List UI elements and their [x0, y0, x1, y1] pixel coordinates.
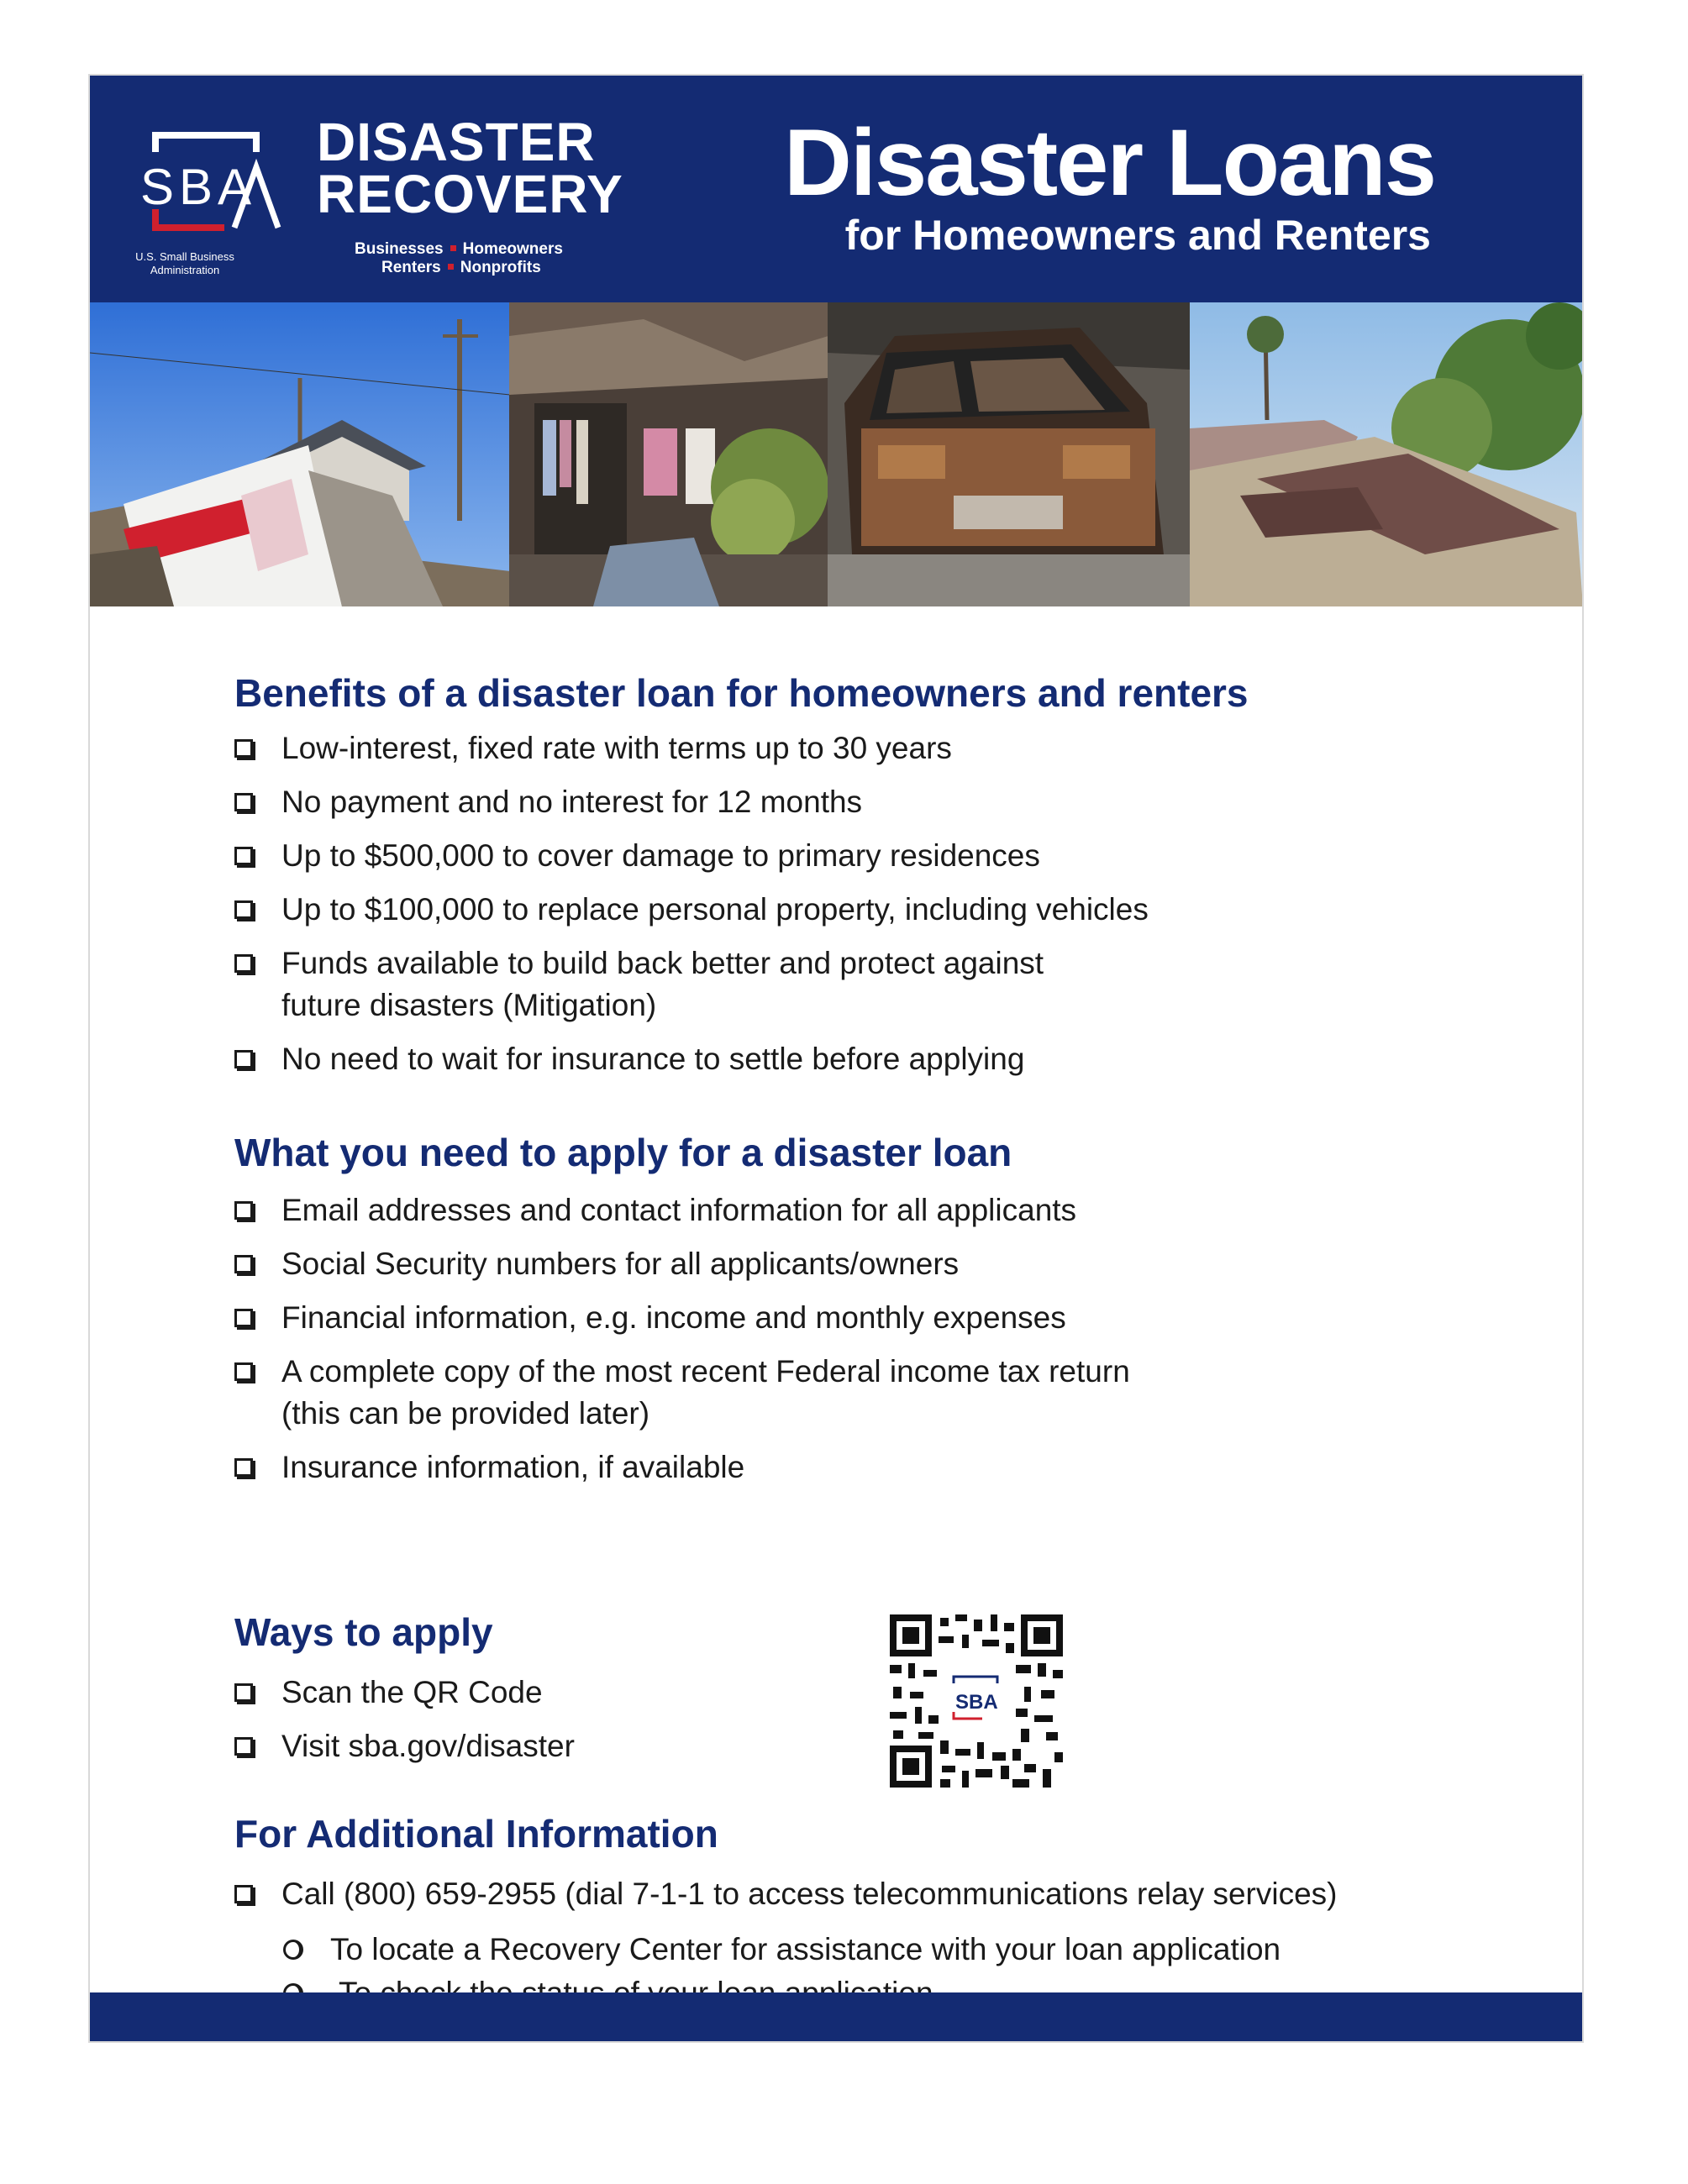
checkbox-icon — [234, 793, 253, 811]
audience-renters: Renters — [381, 259, 441, 276]
checkbox-icon — [234, 739, 253, 758]
checkbox-icon — [234, 1309, 253, 1327]
list-item-text: A complete copy of the most recent Federal income tax return — [281, 1354, 1130, 1389]
list-item-text: No need to wait for insurance to settle before applying — [281, 1042, 1025, 1076]
qr-center-logo-text: SBA — [955, 1691, 998, 1714]
page-subtitle: for Homeowners and Renters — [844, 212, 1431, 259]
destroyed-closet-interior-photo — [509, 302, 828, 606]
audience-businesses: Businesses — [355, 240, 444, 258]
list-item-text: Scan the QR Code — [281, 1675, 543, 1709]
list-item-text: Financial information, e.g. income and monthly expenses — [281, 1300, 1066, 1335]
list-item-text: Visit sba.gov/disaster — [281, 1729, 575, 1763]
footer-bar — [90, 1992, 1582, 2041]
list-item-text: No payment and no interest for 12 months — [281, 785, 863, 819]
circle-bullet-icon — [283, 1940, 303, 1960]
list-item-text: Low-interest, fixed rate with terms up to 30 years — [281, 731, 952, 765]
qr-code[interactable] — [890, 1614, 1063, 1788]
checkbox-icon — [234, 1458, 253, 1477]
audience-list — [355, 240, 563, 277]
list-item-text: Funds available to build back better and protect against — [281, 946, 1044, 980]
additional-info-heading: For Additional Information — [234, 1812, 718, 1856]
sba-logo — [134, 122, 293, 256]
sba-logo-mark — [134, 122, 293, 256]
list-item-text-continued: (this can be provided later) — [281, 1396, 650, 1431]
sub-list-item-text: To locate a Recovery Center for assistance with your loan application — [330, 1932, 1281, 1966]
list-item-text: Up to $500,000 to cover damage to primary residences — [281, 838, 1040, 873]
requirements-heading: What you need to apply for a disaster loan — [234, 1131, 1012, 1174]
burned-car-photo — [828, 302, 1190, 606]
list-item-text: Email addresses and contact information for all applicants — [281, 1193, 1077, 1227]
storm-damaged-house-photo — [90, 302, 509, 606]
qr-code-icon — [890, 1614, 1063, 1788]
program-title-line2: RECOVERY — [317, 164, 623, 224]
list-item-text: Call (800) 659-2955 (dial 7-1-1 to access telecommunications relay services) — [281, 1877, 1338, 1911]
checkbox-icon — [234, 1737, 253, 1756]
list-item-text-continued: future disasters (Mitigation) — [281, 988, 657, 1022]
bullet-square-icon — [450, 245, 456, 251]
photo-strip — [90, 302, 1582, 606]
list-item-text: Insurance information, if available — [281, 1450, 745, 1484]
checkbox-icon — [234, 1201, 253, 1220]
bullet-square-icon — [448, 264, 454, 270]
ways-to-apply-heading: Ways to apply — [234, 1610, 493, 1654]
flyer-page — [88, 74, 1584, 2043]
checkbox-icon — [234, 847, 253, 865]
checkbox-icon — [234, 1255, 253, 1273]
program-title-line1: DISASTER — [317, 112, 596, 172]
sba-logo-caption: U.S. Small Business Administration — [135, 250, 234, 276]
collapsed-roof-landslide-photo — [1190, 302, 1582, 606]
checkbox-icon — [234, 954, 253, 973]
checkbox-icon — [234, 1683, 253, 1702]
header-banner — [90, 76, 1582, 302]
list-item-text: Social Security numbers for all applicants/owners — [281, 1247, 960, 1281]
benefits-heading: Benefits of a disaster loan for homeowners and renters — [234, 671, 1249, 715]
page-title: Disaster Loans — [784, 110, 1435, 215]
checkbox-icon — [234, 900, 253, 919]
audience-nonprofits: Nonprofits — [460, 259, 541, 276]
checkbox-icon — [234, 1362, 253, 1381]
list-item-text: Up to $100,000 to replace personal property, including vehicles — [281, 892, 1149, 927]
checkbox-icon — [234, 1050, 253, 1068]
sba-logo-text: SBA — [140, 159, 257, 215]
program-title — [317, 112, 623, 224]
audience-homeowners: Homeowners — [462, 240, 563, 258]
checkbox-icon — [234, 1885, 253, 1903]
